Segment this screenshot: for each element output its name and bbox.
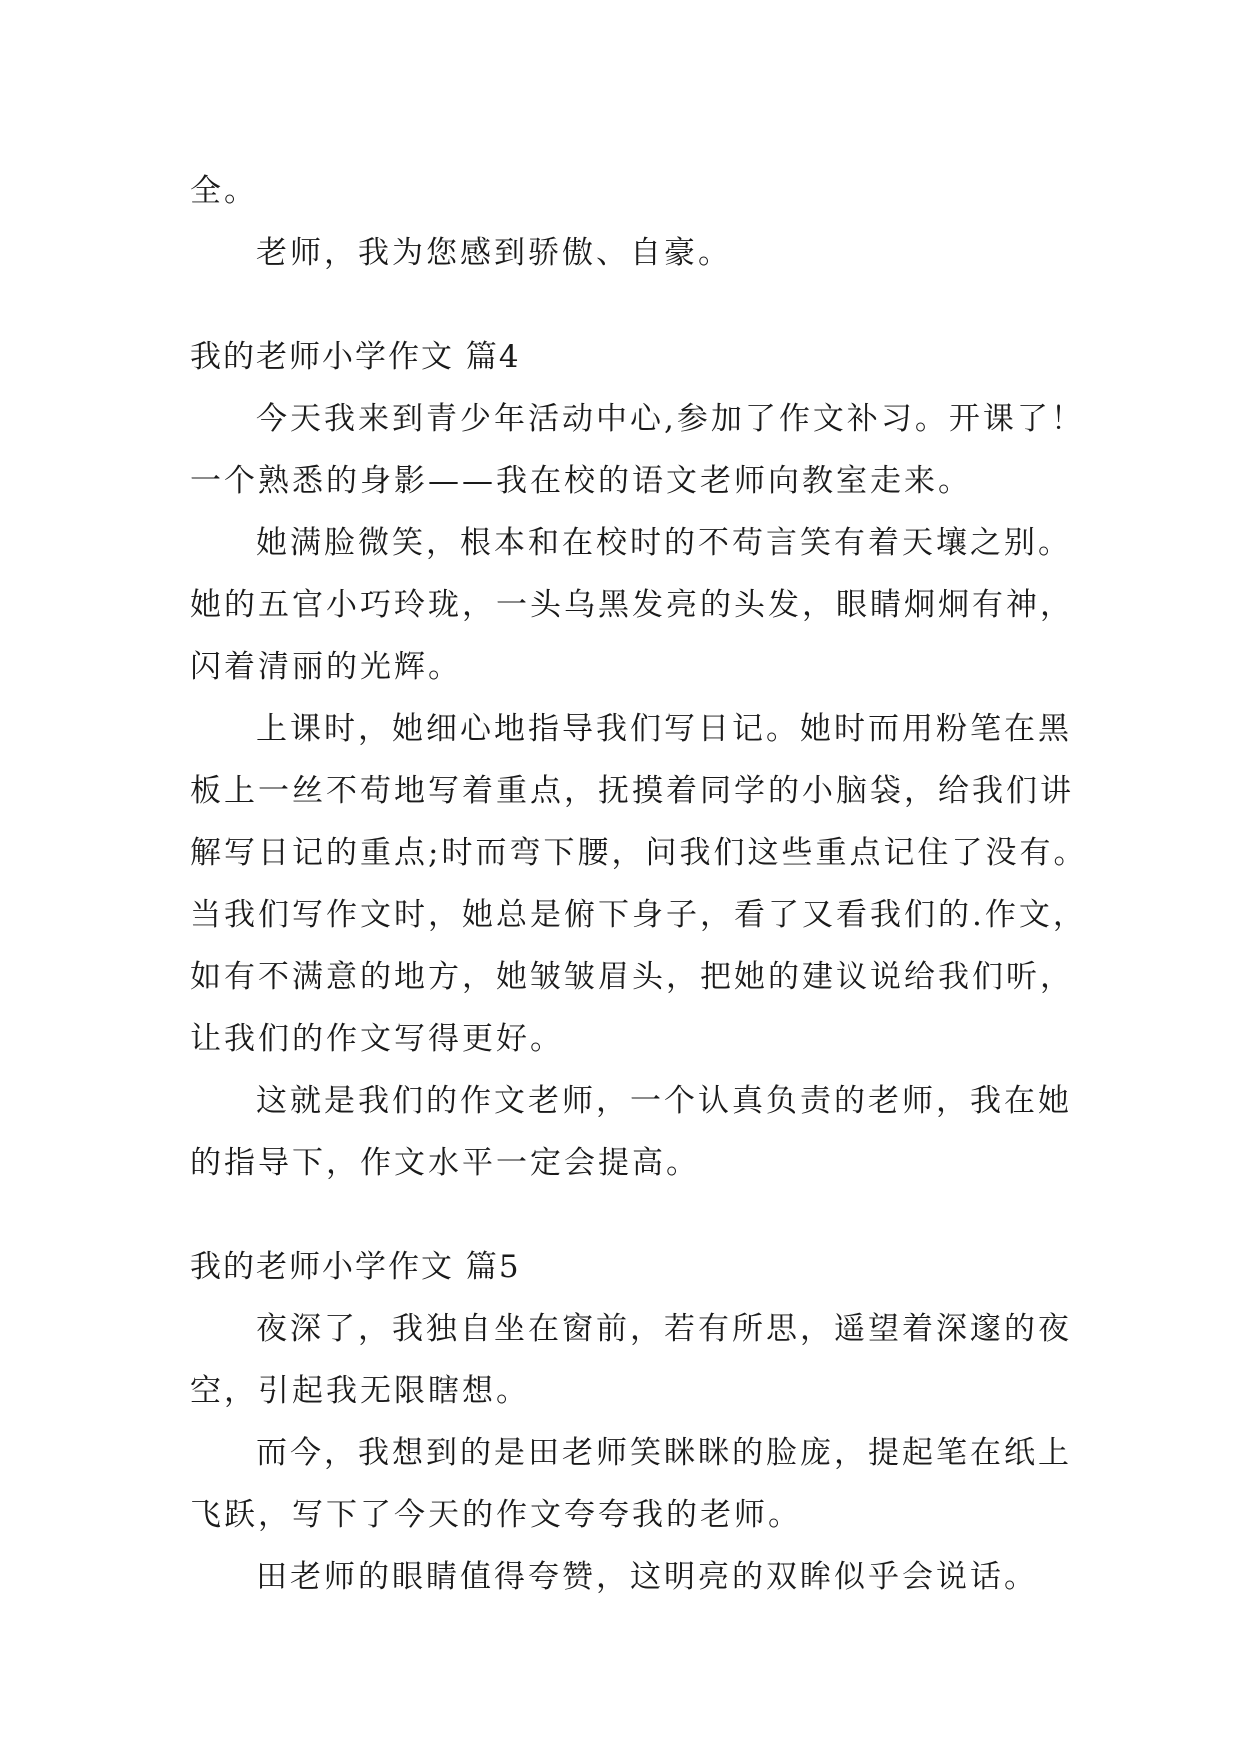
section-gap [190,284,1070,326]
paragraph-line: 她满脸微笑，根本和在校时的不苟言笑有着天壤之别。 [256,525,1072,561]
paragraph-line: 当我们写作文时，她总是俯下身子，看了又看我们的.作文， [190,897,1087,933]
paragraph-line: 飞跃，写下了今天的作文夸夸我的老师。 [190,1497,802,1533]
paragraph-line: 她的五官小巧玲珑，一头乌黑发亮的头发，眼睛炯炯有神， [190,587,1074,623]
paragraph-line: 一个熟悉的身影——我在校的语文老师向教室走来。 [190,463,972,499]
paragraph-line: 全。 [190,173,258,209]
paragraph-line: 而今，我想到的是田老师笑眯眯的脸庞，提起笔在纸上 [256,1435,1072,1471]
section-heading-4: 我的老师小学作文 篇4 [190,339,521,375]
paragraph-line: 夜深了，我独自坐在窗前，若有所思，遥望着深邃的夜 [256,1311,1072,1347]
paragraph-line: 让我们的作文写得更好。 [190,1021,564,1057]
section-heading-5: 我的老师小学作文 篇5 [190,1249,521,1285]
paragraph-line: 上课时，她细心地指导我们写日记。她时而用粉笔在黑 [256,711,1072,747]
section-gap [190,1194,1070,1236]
paragraph-line: 板上一丝不苟地写着重点，抚摸着同学的小脑袋，给我们讲 [190,773,1074,809]
paragraph-line: 老师，我为您感到骄傲、自豪。 [256,235,732,271]
paragraph-line: 空，引起我无限瞎想。 [190,1373,530,1409]
paragraph-line: 今天我来到青少年活动中心,参加了作文补习。开课了！ [256,401,1085,437]
paragraph-line: 田老师的眼睛值得夸赞，这明亮的双眸似乎会说话。 [256,1559,1038,1595]
document-page [190,160,1088,1608]
paragraph-line: 解写日记的重点;时而弯下腰，问我们这些重点记住了没有。 [190,835,1088,871]
paragraph-line: 如有不满意的地方，她皱皱眉头，把她的建议说给我们听， [190,959,1074,995]
paragraph-line: 的指导下，作文水平一定会提高。 [190,1145,700,1181]
paragraph-line: 这就是我们的作文老师，一个认真负责的老师，我在她 [256,1083,1072,1119]
paragraph-line: 闪着清丽的光辉。 [190,649,462,685]
